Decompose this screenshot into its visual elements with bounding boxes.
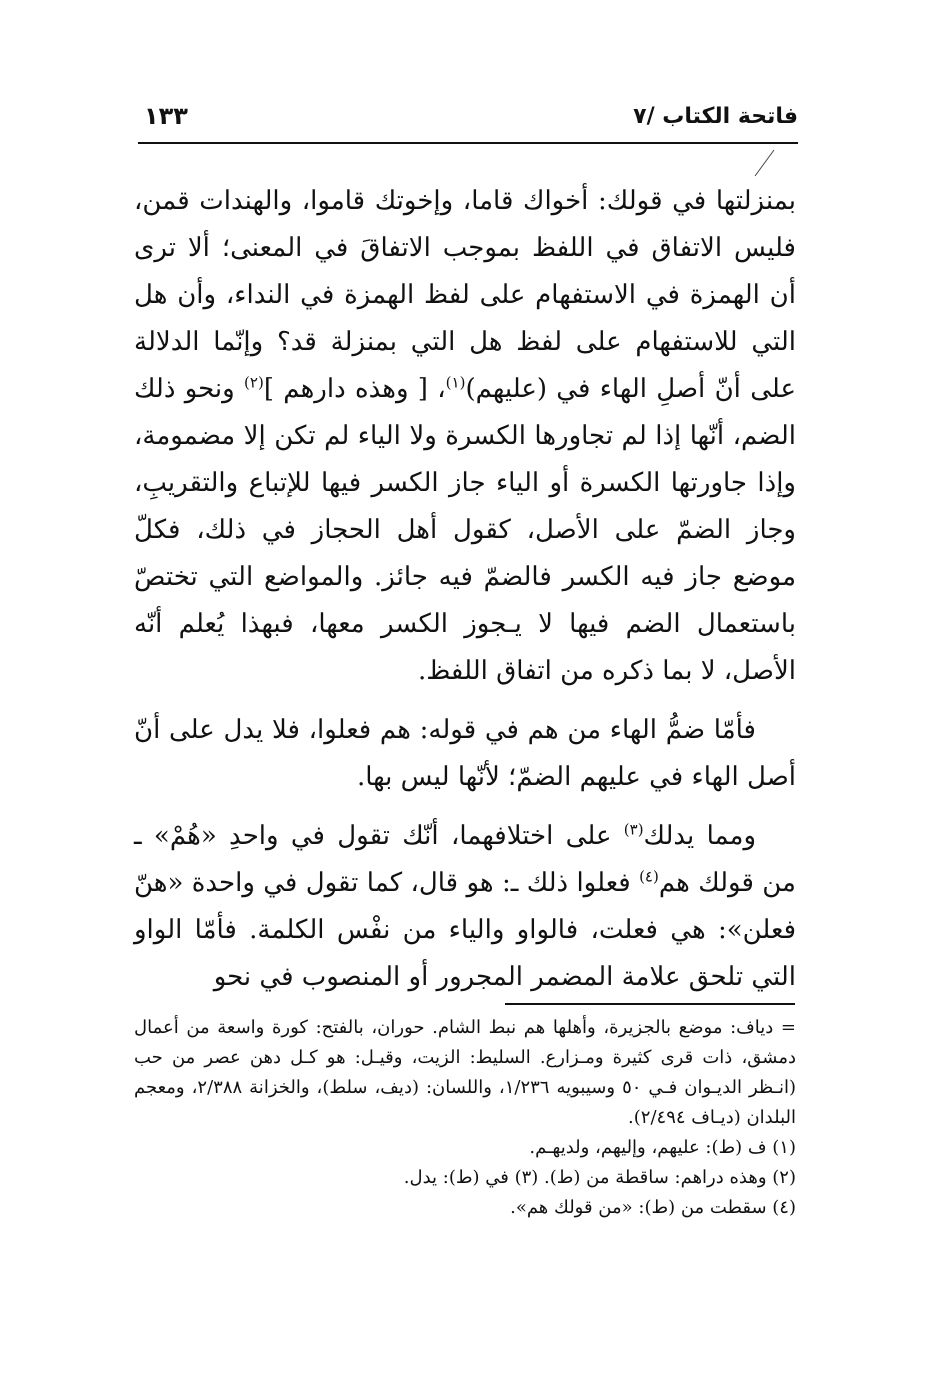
pen-mark [752,148,776,178]
paragraph-1-part-3: ونحو ذلك الضم، أنّها إذا لم تجاورها الكسرة ولا الياء لم تكن إلا مضمومة، وإذا جاورتها الكسرة أو الياء جاز الكسر فيها للإتباع والتقريبِ، وجاز الضمّ على الأصل، كقول أهل الحجاز في ذلك، فكلّ موضع جاز فيه الكسر فالضمّ فيه جائز. والمواضع التي تختصّ باستعمال الضم فيها لا يـجوز الكسر معها، فبهذا يُعلم أنّه الأصل، لا بما ذكره من اتفاق اللفظ. [134,374,796,686]
paragraph-2: فأمّا ضمُّ الهاء من هم في قوله: هم فعلوا، فلا يدل على أنّ أصل الهاء في عليهم الضمّ؛ لأنّها ليس بها. [134,715,796,792]
footnote-1: (١) ف (ط): عليهم، وإليهم، ولديهـم. [529,1137,796,1158]
footnote-separator [505,1003,795,1005]
main-text [134,178,796,1013]
paragraph-3-part-2: على اختلافهما، أنّك تقول في واحدِ «هُمْ» ـ من قولك هم [134,821,796,898]
footnote-ref-2: (٢) [244,373,264,392]
footnotes [134,1013,796,1223]
paragraph-1 [134,178,796,695]
footnote-continuation: = دياف: موضع بالجزيرة، وأهلها هم نبط الشام. حوران، بالفتح: كورة واسعة من أعمال دمشق، ذات قرى كثيرة ومـزارع. السليط: الزيت، وقيـل: هو كـل دهن عصر من حب (انـظر الديـوان فـي ٥٠ وسيبويه ١/٢٣٦، واللسان: (ديف، سلط)، والخزانة ٢/٣٨٨، ومعجم البلدان (ديـاف ٢/٤٩٤). [134,1017,796,1128]
running-header [138,102,798,144]
footnote-ref-1: (١) [445,373,466,392]
header-title: فاتحة الكتاب /٧ [633,104,798,129]
footnote-2-3: (٢) وهذه دراهم: ساقطة من (ط). (٣) في (ط): يدل. [403,1167,796,1188]
paragraph-1-part-1: بمنزلتها في قولك: أخواك قاما، وإخوتك قاموا، والهندات قمن، فليس الاتفاق في اللفظ بموجب الاتفاقَ في المعنى؛ ألا ترى أن الهمزة في الاستفهام على لفظ الهمزة في النداء، وأن هل التي للاستفهام على لفظ هل التي بمنزلة قد؟ وإنّما الدلالة على أنّ أصلِ الهاء في (عليهم) [134,186,797,404]
paragraph-3-part-1: ومما يدلك [643,821,757,851]
footnote-ref-3: (٣) [623,820,644,839]
paragraph-1-part-2: ، [ وهذه دارهم ] [263,374,446,404]
page-number: ١٣٣ [144,102,188,130]
paragraph-3-part-3: فعلوا ذلك ـ: هو قال، كما تقول في واحدة «هنّ فعلن»: هي فعلت، فالواو والياء من نفْس الكلمة. فأمّا الواو التي تلحق علامة المضمر المجرور أو المنصوب في نحو [134,868,796,992]
footnote-4: (٤) سقطت من (ط): «من قولك هم». [510,1197,796,1218]
paragraph-3 [134,813,796,1001]
footnote-ref-4: (٤) [639,867,659,886]
